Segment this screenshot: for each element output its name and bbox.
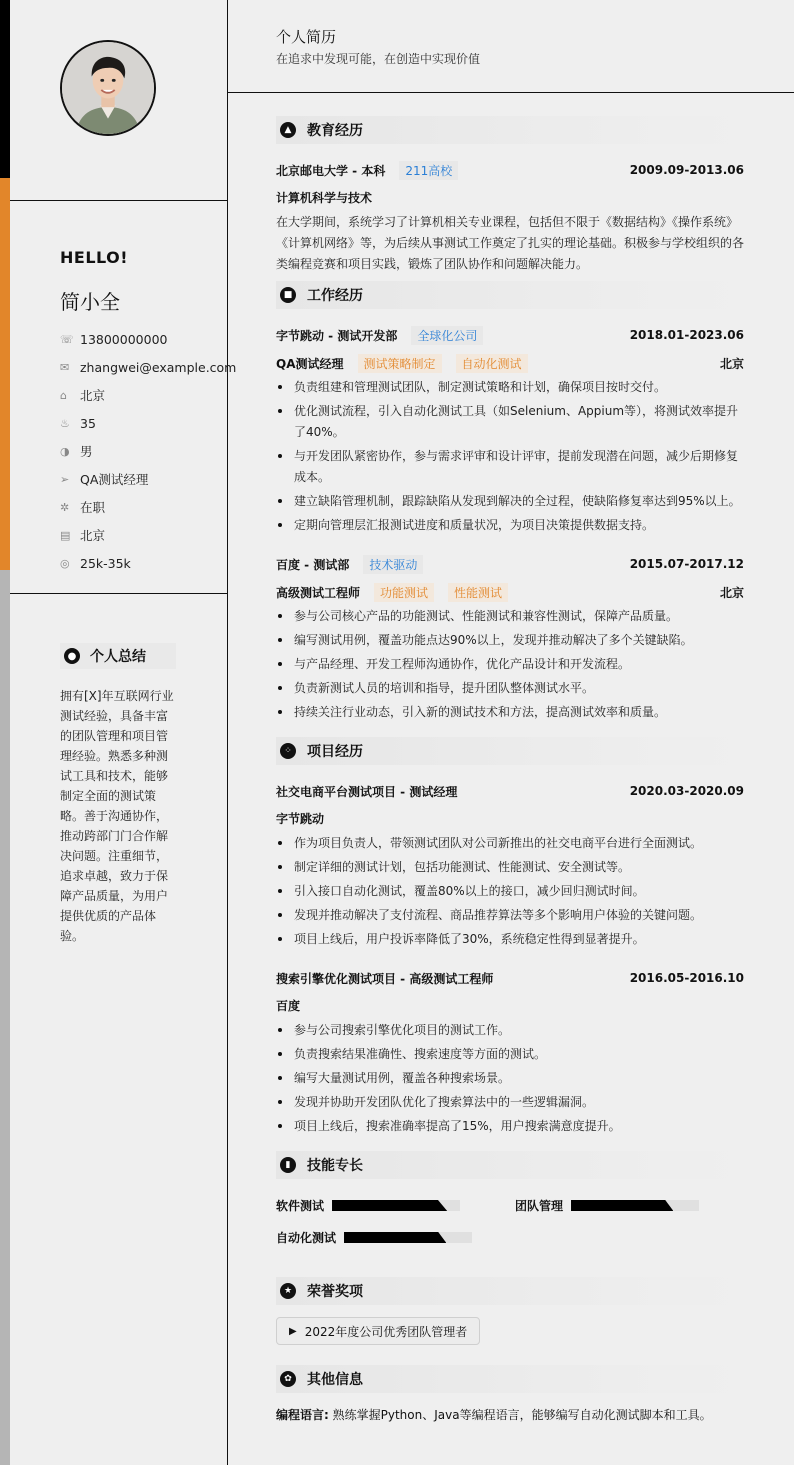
company-tag: 全球化公司 — [411, 326, 483, 345]
skill-bar — [332, 1200, 460, 1211]
send-icon: ➢ — [60, 472, 70, 486]
candidate-name: 简小全 — [60, 290, 120, 314]
info-age — [60, 409, 236, 437]
job-period: 2015.07-2017.12 — [629, 557, 744, 571]
info-value: QA测试经理 — [80, 472, 149, 487]
list-item: 负责组建和管理测试团队，制定测试策略和计划，确保项目按时交付。 — [276, 377, 744, 398]
contact-info-list — [60, 325, 236, 577]
strip-orange — [0, 178, 10, 570]
company-name: 百度 - 测试部 — [276, 557, 350, 572]
award-label: 2022年度公司优秀团队管理者 — [304, 1324, 468, 1339]
list-item: 发现并推动解决了支付流程、商品推荐算法等多个影响用户体验的关键问题。 — [276, 905, 744, 926]
other-label: 编程语言: — [276, 1408, 329, 1422]
sidebar-divider — [10, 593, 228, 594]
school-name: 北京邮电大学 - 本科 — [276, 163, 386, 178]
list-item: 定期向管理层汇报测试进度和质量状况，为项目决策提供数据支持。 — [276, 515, 744, 536]
info-location — [60, 381, 236, 409]
main-content — [228, 0, 794, 1465]
skill-bar-fill — [571, 1200, 673, 1211]
project-period: 2020.03-2020.09 — [629, 784, 744, 798]
skill-tag: 测试策略制定 — [358, 354, 442, 373]
award-item[interactable] — [276, 1317, 480, 1345]
job-entry — [276, 321, 744, 536]
list-item: 引入接口自动化测试，覆盖80%以上的接口，减少回归测试时间。 — [276, 881, 744, 902]
job-duties — [276, 377, 744, 536]
other-heading — [276, 1365, 744, 1393]
mail-icon: ✉ — [60, 360, 70, 374]
info-value: zhangwei@example.com — [80, 359, 237, 375]
list-item: 持续关注行业动态，引入新的测试技术和方法，提高测试效率和质量。 — [276, 702, 744, 723]
skill-name: 软件测试 — [276, 1199, 325, 1213]
skill-bar — [344, 1232, 472, 1243]
person-icon: ● — [64, 648, 80, 664]
skill-item — [276, 1229, 472, 1246]
info-value: 在职 — [80, 500, 106, 515]
job-role: QA测试经理 — [276, 356, 344, 371]
bar-chart-icon: ▮ — [280, 1157, 296, 1173]
info-value: 北京 — [80, 528, 106, 543]
list-item: 与开发团队紧密协作，参与需求评审和设计评审，提前发现潜在问题，减少后期修复成本。 — [276, 446, 744, 488]
skill-name: 团队管理 — [515, 1199, 564, 1213]
sidebar — [10, 0, 237, 1465]
info-value: 35 — [80, 415, 96, 431]
section-title: 荣誉奖项 — [307, 1284, 363, 1300]
skill-item — [276, 1197, 460, 1214]
education-row — [276, 156, 744, 184]
info-value: 25k-35k — [80, 555, 131, 571]
project-org: 字节跳动 — [276, 812, 325, 826]
section-title: 教育经历 — [307, 123, 363, 139]
education-heading — [276, 116, 744, 144]
avatar — [60, 40, 156, 136]
info-gender — [60, 437, 236, 465]
info-icon: ✿ — [280, 1371, 296, 1387]
list-item: 项目上线后，搜索准确率提高了15%，用户搜索满意度提升。 — [276, 1116, 744, 1137]
job-role: 高级测试工程师 — [276, 585, 361, 600]
summary-text: 拥有[X]年互联网行业测试经验，具备丰富的团队管理和项目管理经验。熟悉多种测试工具和技术，能够制定全面的测试策略。善于沟通协作，推动跨部门门合作解决问题。注重细节，追求卓越，致力于保障产品质量，为用户提供优质的产品体验。 — [60, 689, 174, 943]
section-title: 技能专长 — [307, 1158, 363, 1174]
skill-name: 自动化测试 — [276, 1231, 337, 1245]
project-org: 百度 — [276, 999, 301, 1013]
project-duties — [276, 1020, 744, 1137]
phone-icon: ☏ — [60, 332, 74, 346]
list-item: 负责新测试人员的培训和指导，提升团队整体测试水平。 — [276, 678, 744, 699]
list-item: 与产品经理、开发工程师沟通协作，优化产品设计和开发流程。 — [276, 654, 744, 675]
major: 计算机科学与技术 — [276, 191, 373, 205]
skill-tag: 性能测试 — [448, 583, 508, 602]
info-salary — [60, 549, 236, 577]
briefcase-icon: ■ — [280, 287, 296, 303]
job-city: 北京 — [719, 356, 744, 371]
skill-item — [515, 1197, 699, 1214]
cake-icon: ♨ — [60, 416, 70, 430]
list-item: 发现并协助开发团队优化了搜索算法中的一些逻辑漏洞。 — [276, 1092, 744, 1113]
list-item: 作为项目负责人，带领测试团队对公司新推出的社交电商平台进行全面测试。 — [276, 833, 744, 854]
awards-heading — [276, 1277, 744, 1305]
work-heading — [276, 281, 744, 309]
skill-tag: 自动化测试 — [456, 354, 528, 373]
summary-heading — [60, 643, 176, 669]
info-value: 13800000000 — [80, 331, 168, 347]
award-icon: ★ — [280, 1283, 296, 1299]
gender-icon: ◑ — [60, 444, 70, 458]
job-duties — [276, 606, 744, 723]
project-entry — [276, 777, 744, 950]
section-title: 项目经历 — [307, 744, 363, 760]
section-title: 其他信息 — [307, 1372, 363, 1388]
project-name: 社交电商平台测试项目 - 测试经理 — [276, 784, 458, 799]
skills-heading — [276, 1151, 744, 1179]
list-item: 参与公司核心产品的功能测试、性能测试和兼容性测试，保障产品质量。 — [276, 606, 744, 627]
other-text: 熟练掌握Python、Java等编程语言，能够编写自动化测试脚本和工具。 — [332, 1408, 712, 1422]
list-item: 优化测试流程，引入自动化测试工具（如Selenium、Appium等），将测试效率提升了40%。 — [276, 401, 744, 443]
salary-icon: ◎ — [60, 556, 70, 570]
skills-list — [276, 1191, 744, 1267]
list-item: 编写测试用例，覆盖功能点达90%以上，发现并推动解决了多个关键缺陷。 — [276, 630, 744, 651]
company-name: 字节跳动 - 测试开发部 — [276, 328, 398, 343]
grid-icon: ⁘ — [280, 743, 296, 759]
avatar-photo — [62, 42, 154, 134]
job-period: 2018.01-2023.06 — [629, 328, 744, 342]
header-divider — [228, 92, 794, 93]
skill-bar — [571, 1200, 699, 1211]
page-title: 个人简历 — [276, 28, 337, 46]
list-item: 建立缺陷管理机制，跟踪缺陷从发现到解决的全过程，使缺陷修复率达到95%以上。 — [276, 491, 744, 512]
school-tag: 211高校 — [399, 161, 458, 180]
project-duties — [276, 833, 744, 950]
resume-sections — [276, 116, 744, 1425]
section-title: 工作经历 — [307, 288, 363, 304]
education-description: 在大学期间，系统学习了计算机相关专业课程，包括但不限于《数据结构》《操作系统》《计算机网络》等，为后续从事测试工作奠定了扎实的理论基础。积极参与学校组织的各类编程竞赛和项目实践，锻炼了团队协作和问题解决能力。 — [276, 215, 745, 271]
info-email — [60, 353, 236, 381]
education-period: 2009.09-2013.06 — [629, 163, 744, 177]
list-item: 负责搜索结果准确性、搜索速度等方面的测试。 — [276, 1044, 744, 1065]
info-position — [60, 465, 236, 493]
strip-black — [0, 0, 10, 178]
project-entry — [276, 964, 744, 1137]
list-item: 参与公司搜索引擎优化项目的测试工作。 — [276, 1020, 744, 1041]
projects-heading — [276, 737, 744, 765]
info-city — [60, 521, 236, 549]
company-tag: 技术驱动 — [363, 555, 423, 574]
skill-bar-fill — [344, 1232, 446, 1243]
info-status — [60, 493, 236, 521]
info-phone — [60, 325, 236, 353]
list-item: 编写大量测试用例，覆盖各种搜索场景。 — [276, 1068, 744, 1089]
play-triangle-icon: ▶ — [289, 1325, 297, 1337]
info-value: 北京 — [80, 388, 106, 403]
skill-bar-fill — [332, 1200, 447, 1211]
job-city: 北京 — [719, 585, 744, 600]
project-name: 搜索引擎优化测试项目 - 高级测试工程师 — [276, 971, 494, 986]
other-info — [276, 1405, 744, 1425]
graduation-cap-icon: ▲ — [280, 122, 296, 138]
home-icon: ⌂ — [60, 388, 67, 402]
building-icon: ▤ — [60, 528, 71, 542]
info-value: 男 — [80, 444, 93, 459]
list-item: 项目上线后，用户投诉率降低了30%，系统稳定性得到显著提升。 — [276, 929, 744, 950]
list-item: 制定详细的测试计划，包括功能测试、性能测试、安全测试等。 — [276, 857, 744, 878]
job-entry — [276, 550, 744, 723]
accent-strip — [0, 0, 10, 1465]
page-subtitle: 在追求中发现可能，在创造中实现价值 — [276, 52, 481, 66]
project-period: 2016.05-2016.10 — [629, 971, 744, 985]
hello-text: HELLO! — [60, 248, 129, 267]
skill-tag: 功能测试 — [374, 583, 434, 602]
strip-gray — [0, 570, 10, 1465]
sidebar-divider — [10, 200, 228, 201]
summary-title: 个人总结 — [90, 649, 146, 665]
status-icon: ✲ — [60, 500, 70, 514]
